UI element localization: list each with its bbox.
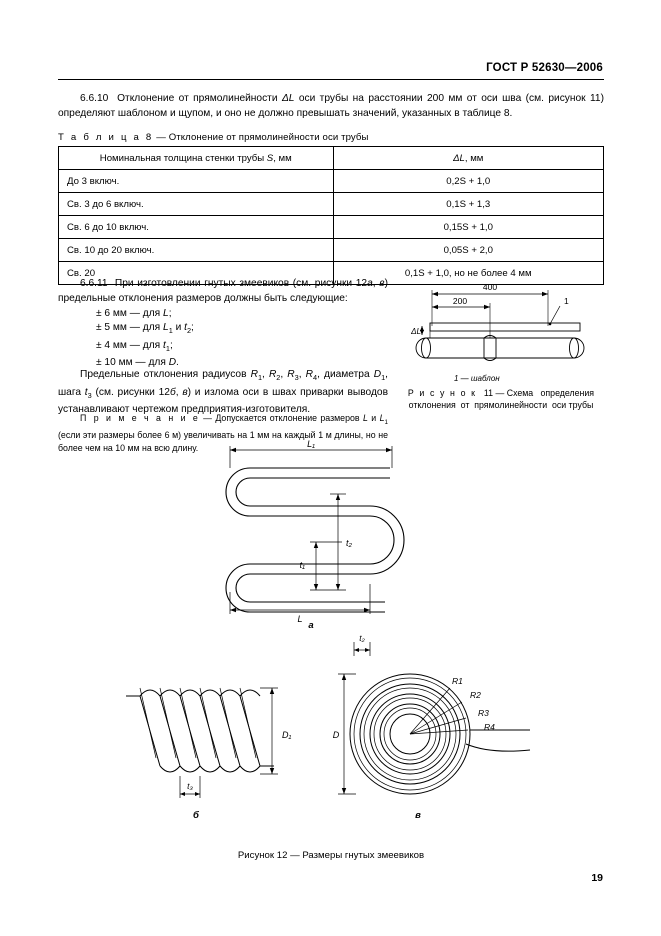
table-header-row bbox=[59, 147, 604, 170]
standard-designation: ГОСТ Р 52630—2006 bbox=[486, 62, 603, 74]
svg-text:R3: R3 bbox=[478, 708, 489, 718]
clause-6-6-11 bbox=[58, 277, 388, 306]
svg-text:t₁: t₁ bbox=[299, 560, 305, 570]
svg-text:а: а bbox=[308, 620, 314, 628]
table8-cell-2-0: Св. 6 до 10 включ. bbox=[59, 216, 334, 239]
table8-cell-4-1: 0,1S + 1,0, но не более 4 мм bbox=[333, 262, 603, 285]
svg-text:t₃: t₃ bbox=[187, 781, 193, 791]
clause-6-6-11-text: 6.6.11 При изготовлении гнутых змеевиков (см. рисунки 12а, в) предельные отклонения размеров должны быть следующие: bbox=[58, 278, 388, 304]
svg-text:1: 1 bbox=[564, 296, 569, 306]
list-item: ± 5 мм — для $L_1$ и $t_2$; bbox=[96, 322, 194, 336]
svg-text:L₁: L₁ bbox=[307, 439, 315, 449]
svg-text:L: L bbox=[297, 614, 303, 624]
table8-caption-prefix: Т а б л и ц а 8 bbox=[58, 132, 154, 143]
figure-11 bbox=[400, 276, 604, 406]
table8-cell-1-0: Св. 3 до 6 включ. bbox=[59, 193, 334, 216]
svg-text:D₁: D₁ bbox=[282, 730, 292, 740]
svg-text:в: в bbox=[415, 810, 421, 821]
table-row bbox=[59, 239, 604, 262]
note-text: — Допускается отклонение размеров L и $L_1$ (если эти размеры более 6 м) увеличивать на 1 мм на каждый 1 м длины, но не более чем на 10 мм на всю длину. bbox=[58, 413, 388, 453]
clause-6-6-11-tail-text: Предельные отклонения радиусов $R_1$, $R_2$, $R_3$, $R_4$, диаметра $D_1$, шага $t_3$ (см. рисунки 12б, в) и излома оси в швах приварки выводов устанавливают чертежом предприятия-изготовителя. bbox=[58, 369, 388, 416]
table-row bbox=[59, 193, 604, 216]
figure-12a bbox=[120, 438, 540, 628]
tolerance-list bbox=[96, 307, 194, 371]
list-item: ± 10 мм — для D. bbox=[96, 357, 179, 369]
svg-text:ΔL: ΔL bbox=[411, 327, 421, 336]
svg-text:R4: R4 bbox=[484, 722, 495, 732]
header-rule bbox=[58, 79, 604, 80]
svg-text:б: б bbox=[193, 810, 199, 821]
table-row bbox=[59, 216, 604, 239]
table8-cell-3-0: Св. 10 до 20 включ. bbox=[59, 239, 334, 262]
figure-12-caption: Рисунок 12 — Размеры гнутых змеевиков bbox=[237, 850, 425, 861]
clause-6-6-10-text: 6.6.10 Отклонение от прямолинейности ΔL оси трубы на расстоянии 200 мм от оси шва (см. рисунок 11) определяют шаблоном и щупом, и оно не должно превышать значений, указанных в таблице 8. bbox=[58, 93, 604, 119]
svg-text:D: D bbox=[332, 730, 340, 740]
table8 bbox=[58, 146, 604, 285]
page-header bbox=[486, 62, 603, 74]
table8-cell-2-1: 0,15S + 1,0 bbox=[333, 216, 603, 239]
clause-6-6-10 bbox=[58, 92, 604, 121]
figure-11-drawing bbox=[400, 276, 604, 396]
clause-6-6-11-tail bbox=[58, 368, 388, 418]
svg-text:400: 400 bbox=[482, 282, 498, 292]
figure-12-bc-drawing bbox=[100, 626, 560, 826]
table8-caption bbox=[58, 132, 369, 143]
table8-header-0: Номинальная толщина стенки трубы S, мм bbox=[59, 147, 334, 170]
svg-text:1 — шаблон: 1 — шаблон bbox=[454, 374, 500, 383]
svg-text:200: 200 bbox=[452, 296, 468, 306]
svg-text:R1: R1 bbox=[452, 676, 463, 686]
page-number: 19 bbox=[591, 872, 603, 884]
table8-cell-1-1: 0,1S + 1,3 bbox=[333, 193, 603, 216]
table8-header-1: ΔL, мм bbox=[333, 147, 603, 170]
svg-text:t₂: t₂ bbox=[346, 538, 352, 548]
figure-12a-drawing bbox=[120, 438, 540, 628]
list-item: ± 4 мм — для $t_1$; bbox=[96, 339, 173, 353]
list-item: ± 6 мм — для L; bbox=[96, 308, 172, 319]
svg-text:t₂: t₂ bbox=[359, 633, 365, 643]
figure-12-bc bbox=[100, 626, 560, 826]
figure-11-caption: Р и с у н о к 11 — Схема определения отклонения от прямолинейности оси трубы bbox=[407, 388, 595, 410]
note-label: П р и м е ч а н и е bbox=[80, 413, 200, 423]
table8-cell-3-1: 0,05S + 2,0 bbox=[333, 239, 603, 262]
table8-cell-0-1: 0,2S + 1,0 bbox=[333, 170, 603, 193]
svg-text:R2: R2 bbox=[470, 690, 481, 700]
table-row bbox=[59, 170, 604, 193]
table8-caption-text: — Отклонение от прямолинейности оси трубы bbox=[153, 132, 369, 143]
table8-cell-4-0: Св. 20 bbox=[59, 262, 334, 285]
table8-cell-0-0: До 3 включ. bbox=[59, 170, 334, 193]
